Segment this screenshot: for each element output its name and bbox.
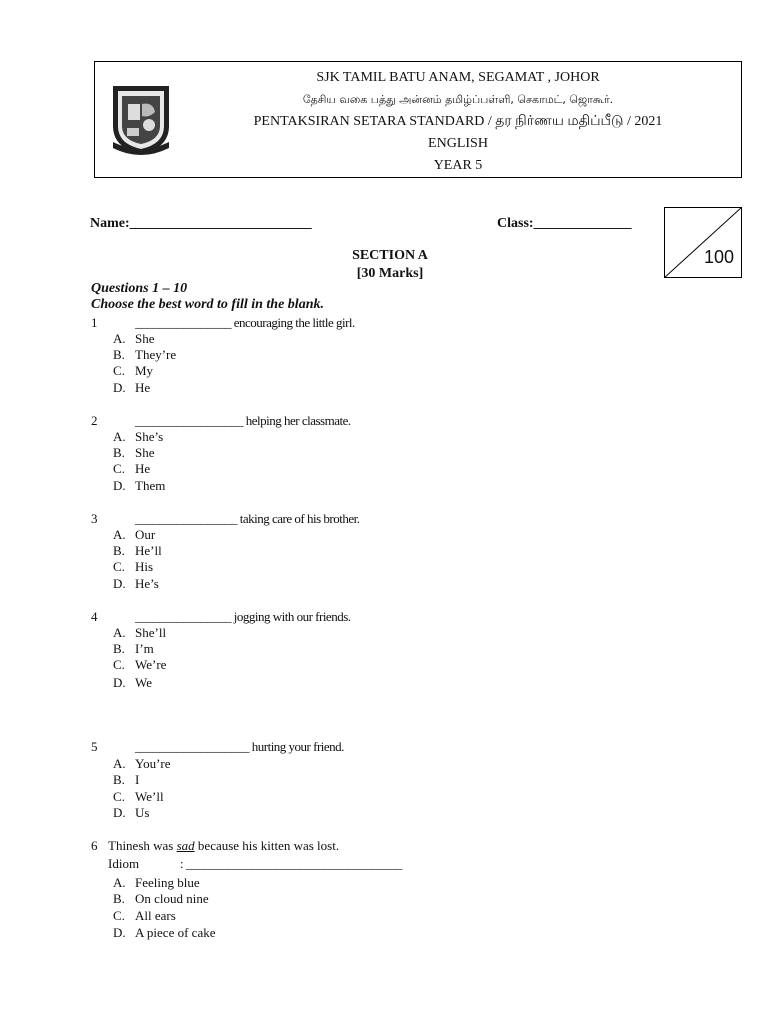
option-text: Us [135,805,150,820]
class-field: Class:______________ [497,216,632,231]
option-text: We’re [135,657,167,672]
idiom-blank: : ____________________________________ [180,856,402,871]
subject: ENGLISH [428,136,488,151]
option-text: He [135,380,151,395]
section-title: SECTION A [352,248,428,263]
option-text: She’s [135,429,164,444]
option-letter: A. [113,625,126,640]
option-letter: A. [113,429,126,444]
score-box [664,207,742,278]
option-letter: D. [113,925,126,940]
school-name-tamil: தேசிய வகை பத்து அன்னம் தமிழ்ப்பள்ளி, செகாமட், ஜொகூர். [302,93,614,106]
question-number: 4 [91,609,98,624]
option-text: Them [135,478,166,493]
option-letter: B. [113,445,125,460]
option-letter: C. [113,363,125,378]
option-text: His [135,559,154,574]
question-number: 5 [91,739,98,754]
question-text: ________________ encouraging the little girl. [135,315,355,330]
option-text: Our [135,527,156,542]
questions-range: Questions 1 – 10 [91,281,188,296]
option-text: I [135,772,140,787]
assessment-title: PENTAKSIRAN SETARA STANDARD / தர நிர்ணய மதிப்பீடு / 2021 [253,114,663,129]
question-text-after: because his kitten was lost. [194,838,340,853]
header-text [185,67,731,177]
option-letter: C. [113,908,125,923]
option-letter: A. [113,875,126,890]
option-text: She [135,445,155,460]
option-letter: B. [113,772,125,787]
option-letter: A. [113,527,126,542]
option-letter: C. [113,461,125,476]
question-number: 3 [91,511,98,526]
emphasized-word: sad [176,838,195,853]
question-number: 2 [91,413,98,428]
option-letter: C. [113,657,125,672]
option-text: Feeling blue [135,875,200,890]
school-logo [109,82,173,156]
option-letter: D. [113,675,126,690]
name-field: Name:__________________________ [90,216,312,231]
question-text: _________________ taking care of his brother. [135,511,360,526]
option-text: We [135,675,152,690]
school-name: SJK TAMIL BATU ANAM, SEGAMAT , JOHOR [316,70,600,85]
option-text: She [135,331,155,346]
option-text: I’m [135,641,154,656]
question-text: ________________ jogging with our friends. [135,609,351,624]
option-letter: D. [113,478,126,493]
option-letter: B. [113,641,125,656]
option-letter: B. [113,543,125,558]
option-letter: A. [113,331,126,346]
option-letter: C. [113,789,125,804]
option-letter: A. [113,756,126,771]
option-text: He’s [135,576,159,591]
option-letter: B. [113,891,125,906]
school-crest-icon [109,82,173,156]
option-text: My [135,363,154,378]
option-text: You’re [135,756,171,771]
question-number: 1 [91,315,98,330]
option-text: They’re [135,347,177,362]
option-letter: D. [113,380,126,395]
option-letter: C. [113,559,125,574]
option-text: He’ll [135,543,162,558]
option-text: On cloud nine [135,891,209,906]
question-text [108,838,339,854]
option-text: She’ll [135,625,167,640]
option-text: All ears [135,908,176,923]
option-letter: B. [113,347,125,362]
section-marks: [30 Marks] [356,266,424,281]
question-text: ___________________ hurting your friend. [135,739,344,754]
year: YEAR 5 [433,158,483,173]
option-letter: D. [113,576,126,591]
instruction: Choose the best word to fill in the blank. [91,297,324,312]
score-max: 100 [703,247,734,267]
header-box [94,61,742,178]
option-text: He [135,461,151,476]
question-text: __________________ helping her classmate. [135,413,351,428]
question-text-before: Thinesh was [108,838,177,853]
idiom-label: Idiom [108,856,140,871]
option-text: We’ll [135,789,164,804]
option-text: A piece of cake [135,925,216,940]
question-number: 6 [91,838,98,853]
option-letter: D. [113,805,126,820]
